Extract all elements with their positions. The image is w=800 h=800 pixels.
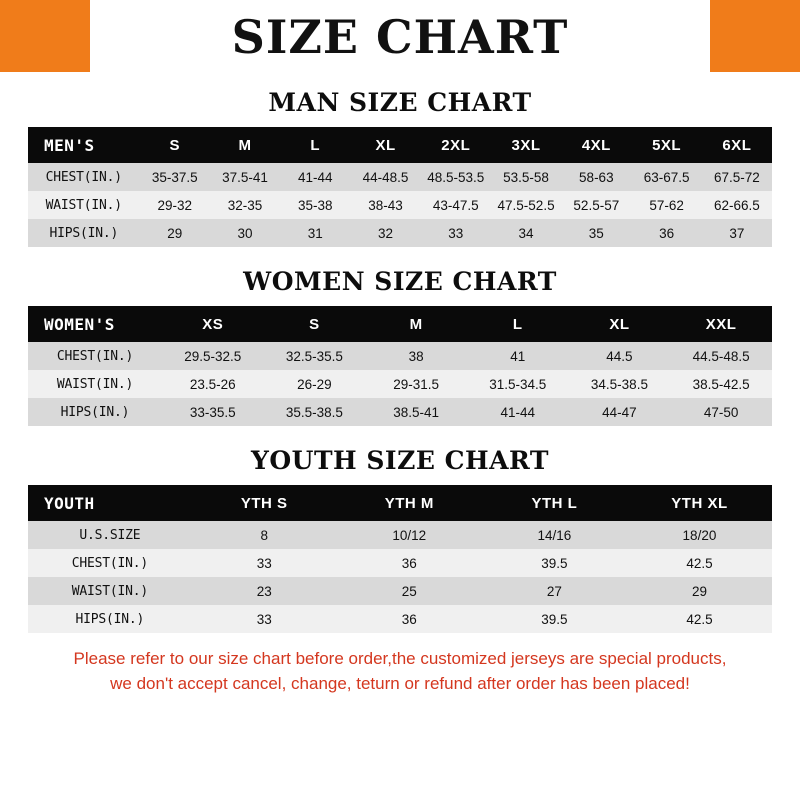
men-cell: 52.5-57 bbox=[561, 191, 631, 219]
women-cell: 38.5-42.5 bbox=[670, 370, 772, 398]
youth-cell: 39.5 bbox=[482, 605, 627, 633]
men-cell: 48.5-53.5 bbox=[421, 163, 491, 191]
women-cell: 41-44 bbox=[467, 398, 569, 426]
youth-cell: 39.5 bbox=[482, 549, 627, 577]
men-row-label: CHEST(IN.) bbox=[28, 163, 140, 191]
men-cell: 33 bbox=[421, 219, 491, 247]
table-row bbox=[28, 398, 772, 426]
youth-cell: 23 bbox=[192, 577, 337, 605]
women-cell: 34.5-38.5 bbox=[569, 370, 671, 398]
youth-cell: 18/20 bbox=[627, 521, 772, 549]
women-header-cell: XS bbox=[162, 306, 264, 342]
women-cell: 23.5-26 bbox=[162, 370, 264, 398]
men-header-cell: 3XL bbox=[491, 127, 561, 163]
youth-header-cell: YTH S bbox=[192, 485, 337, 521]
women-cell: 44.5 bbox=[569, 342, 671, 370]
men-section-title: MAN SIZE CHART bbox=[268, 88, 532, 117]
youth-cell: 33 bbox=[192, 549, 337, 577]
men-cell: 37.5-41 bbox=[210, 163, 280, 191]
table-header-row bbox=[28, 306, 772, 342]
footer-note bbox=[28, 647, 772, 696]
men-cell: 57-62 bbox=[631, 191, 701, 219]
youth-header-cell: YTH XL bbox=[627, 485, 772, 521]
women-header-cell: S bbox=[264, 306, 366, 342]
women-cell: 44-47 bbox=[569, 398, 671, 426]
men-header-cell: 4XL bbox=[561, 127, 631, 163]
table-row bbox=[28, 342, 772, 370]
header-banner-inner bbox=[90, 0, 710, 72]
women-cell: 38 bbox=[365, 342, 467, 370]
women-row-label: HIPS(IN.) bbox=[28, 398, 162, 426]
men-header-cell: S bbox=[140, 127, 210, 163]
women-cell: 35.5-38.5 bbox=[264, 398, 366, 426]
youth-row-label: HIPS(IN.) bbox=[28, 605, 192, 633]
table-row bbox=[28, 370, 772, 398]
women-section-title: WOMEN SIZE CHART bbox=[243, 267, 557, 296]
youth-cell: 25 bbox=[337, 577, 482, 605]
men-header-cell: 2XL bbox=[421, 127, 491, 163]
women-cell: 38.5-41 bbox=[365, 398, 467, 426]
women-header-cell: XL bbox=[569, 306, 671, 342]
men-header-cell: L bbox=[280, 127, 350, 163]
women-cell: 31.5-34.5 bbox=[467, 370, 569, 398]
women-cell: 32.5-35.5 bbox=[264, 342, 366, 370]
men-row-label: HIPS(IN.) bbox=[28, 219, 140, 247]
men-cell: 36 bbox=[631, 219, 701, 247]
women-header-cell: XXL bbox=[670, 306, 772, 342]
men-cell: 44-48.5 bbox=[350, 163, 420, 191]
women-cell: 33-35.5 bbox=[162, 398, 264, 426]
men-header-cell: M bbox=[210, 127, 280, 163]
table-header-row bbox=[28, 485, 772, 521]
youth-cell: 36 bbox=[337, 605, 482, 633]
women-cell: 47-50 bbox=[670, 398, 772, 426]
youth-size-table bbox=[28, 485, 772, 633]
men-cell: 35-38 bbox=[280, 191, 350, 219]
table-row bbox=[28, 191, 772, 219]
men-cell: 43-47.5 bbox=[421, 191, 491, 219]
men-cell: 32 bbox=[350, 219, 420, 247]
youth-cell: 27 bbox=[482, 577, 627, 605]
youth-header-cell: YOUTH bbox=[28, 485, 192, 521]
footer-note-line-1: Please refer to our size chart before order,the customized jerseys are special products, bbox=[73, 649, 727, 668]
youth-cell: 29 bbox=[627, 577, 772, 605]
men-cell: 41-44 bbox=[280, 163, 350, 191]
women-cell: 26-29 bbox=[264, 370, 366, 398]
women-header-cell: M bbox=[365, 306, 467, 342]
men-cell: 38-43 bbox=[350, 191, 420, 219]
youth-section-title: YOUTH SIZE CHART bbox=[251, 446, 549, 475]
youth-row-label: WAIST(IN.) bbox=[28, 577, 192, 605]
youth-cell: 33 bbox=[192, 605, 337, 633]
men-cell: 30 bbox=[210, 219, 280, 247]
women-cell: 44.5-48.5 bbox=[670, 342, 772, 370]
men-cell: 32-35 bbox=[210, 191, 280, 219]
footer-note-line-2: we don't accept cancel, change, teturn or refund after order has been placed! bbox=[110, 673, 690, 693]
women-header-cell: L bbox=[467, 306, 569, 342]
header-banner bbox=[0, 0, 800, 72]
women-cell: 29.5-32.5 bbox=[162, 342, 264, 370]
youth-cell: 42.5 bbox=[627, 549, 772, 577]
men-cell: 29-32 bbox=[140, 191, 210, 219]
men-cell: 58-63 bbox=[561, 163, 631, 191]
women-size-table bbox=[28, 306, 772, 426]
women-header-cell: WOMEN'S bbox=[28, 306, 162, 342]
table-row bbox=[28, 577, 772, 605]
men-cell: 29 bbox=[140, 219, 210, 247]
men-cell: 47.5-52.5 bbox=[491, 191, 561, 219]
women-cell: 29-31.5 bbox=[365, 370, 467, 398]
youth-cell: 36 bbox=[337, 549, 482, 577]
youth-row-label: CHEST(IN.) bbox=[28, 549, 192, 577]
table-row bbox=[28, 605, 772, 633]
men-size-table bbox=[28, 127, 772, 247]
men-cell: 35-37.5 bbox=[140, 163, 210, 191]
men-cell: 35 bbox=[561, 219, 631, 247]
men-cell: 63-67.5 bbox=[631, 163, 701, 191]
table-header-row bbox=[28, 127, 772, 163]
youth-cell: 8 bbox=[192, 521, 337, 549]
men-cell: 62-66.5 bbox=[702, 191, 772, 219]
men-header-cell: 5XL bbox=[631, 127, 701, 163]
men-cell: 37 bbox=[702, 219, 772, 247]
men-cell: 67.5-72 bbox=[702, 163, 772, 191]
men-cell: 31 bbox=[280, 219, 350, 247]
men-cell: 53.5-58 bbox=[491, 163, 561, 191]
page-title: SIZE CHART bbox=[231, 10, 569, 64]
table-row bbox=[28, 219, 772, 247]
men-header-cell: 6XL bbox=[702, 127, 772, 163]
women-row-label: CHEST(IN.) bbox=[28, 342, 162, 370]
youth-cell: 10/12 bbox=[337, 521, 482, 549]
men-header-cell: XL bbox=[350, 127, 420, 163]
youth-cell: 14/16 bbox=[482, 521, 627, 549]
men-header-cell: MEN'S bbox=[28, 127, 140, 163]
women-row-label: WAIST(IN.) bbox=[28, 370, 162, 398]
youth-header-cell: YTH M bbox=[337, 485, 482, 521]
chart-content bbox=[0, 88, 800, 696]
women-cell: 41 bbox=[467, 342, 569, 370]
table-row bbox=[28, 549, 772, 577]
table-row bbox=[28, 163, 772, 191]
men-row-label: WAIST(IN.) bbox=[28, 191, 140, 219]
youth-row-label: U.S.SIZE bbox=[28, 521, 192, 549]
men-cell: 34 bbox=[491, 219, 561, 247]
youth-header-cell: YTH L bbox=[482, 485, 627, 521]
youth-cell: 42.5 bbox=[627, 605, 772, 633]
table-row bbox=[28, 521, 772, 549]
